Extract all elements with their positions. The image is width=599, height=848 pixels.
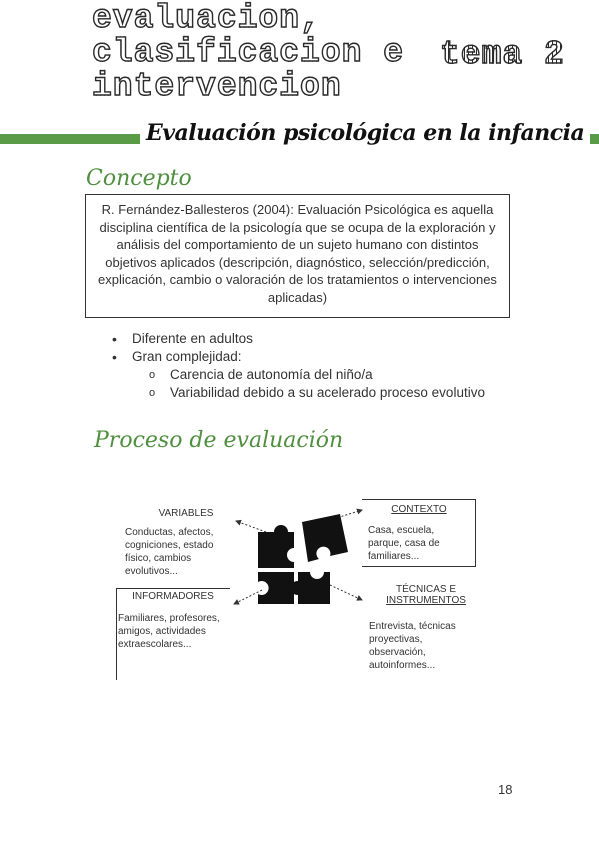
list-item-text: Gran complejidad: bbox=[132, 349, 242, 364]
informadores-label: INFORMADORES bbox=[132, 591, 214, 602]
informadores-text: Familiares, profesores, amigos, actividades extraescolares... bbox=[118, 613, 220, 650]
sub-list-item-text: Carencia de autonomía del niño/a bbox=[170, 367, 373, 382]
concept-heading: Concepto bbox=[86, 166, 192, 191]
banner-title: Evaluación psicológica en la infancia bbox=[140, 120, 590, 146]
page-number: 18 bbox=[498, 782, 513, 797]
tecnicas-label-line1: TÉCNICAS E bbox=[395, 584, 456, 595]
concept-definition: R. Fernández-Ballesteros (2004): Evaluación Psicológica es aquella disciplina científica de la psicología que se ocupa de la exploración y análisis del comportamiento de un sujeto humano con distintos objetivos aplicados (descripción, diagnóstico, selección/predicción, explicación, cambio o valoración de los tratamientos o intervenciones aplicadas) bbox=[98, 202, 497, 305]
variables-label: VARIABLES bbox=[158, 508, 214, 519]
contexto-label: CONTEXTO bbox=[391, 504, 447, 515]
topic-label: tema 2 bbox=[440, 36, 565, 73]
title-line-2: clasificacion e bbox=[92, 34, 405, 71]
variables-text: Conductas, afectos, cogniciones, estado físico, cambios evolutivos... bbox=[125, 527, 214, 577]
title-line-3: intervencion bbox=[92, 68, 342, 105]
contexto-text: Casa, escuela, parque, casa de familiares... bbox=[368, 525, 440, 562]
tecnicas-label-line2: INSTRUMENTOS bbox=[386, 595, 466, 606]
list-item-text: Diferente en adultos bbox=[132, 331, 253, 346]
puzzle-icon bbox=[256, 512, 350, 606]
sub-list-item-text: Variabilidad debido a su acelerado proceso evolutivo bbox=[170, 385, 485, 400]
title-line-1: evaluacion, bbox=[92, 0, 321, 37]
tecnicas-text: Entrevista, técnicas proyectivas, observación, autoinformes... bbox=[369, 621, 456, 671]
process-heading: Proceso de evaluación bbox=[94, 428, 344, 453]
